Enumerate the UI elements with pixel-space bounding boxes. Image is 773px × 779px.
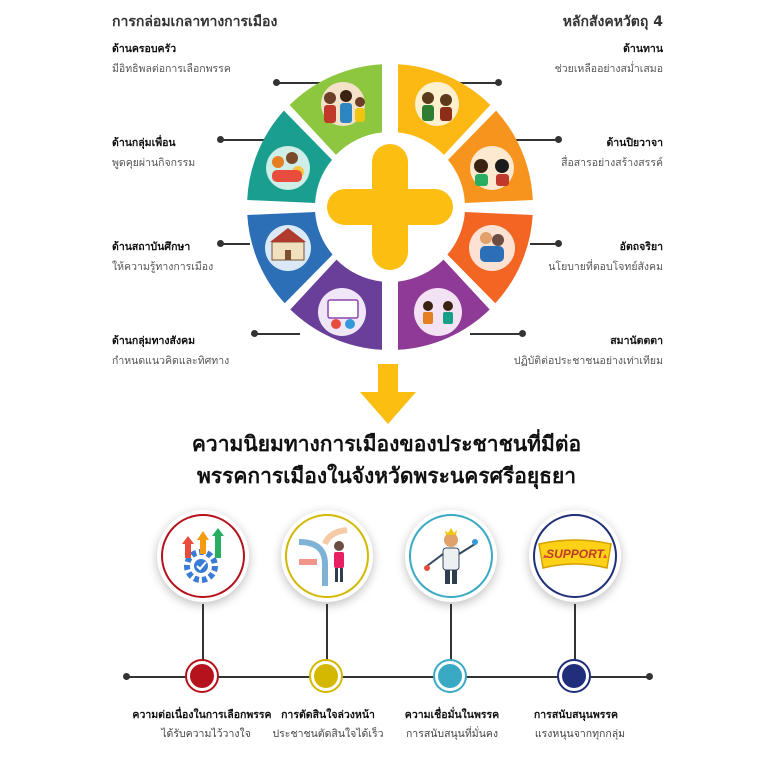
left-item-desc: กำหนดแนวคิดและทิศทาง [112,355,230,367]
confident-person-icon [419,524,483,588]
right-item-desc: ช่วยเหลืออย่างสม่ำเสมอ [554,63,663,75]
plus-icon [327,144,453,270]
right-item-dana [555,40,663,77]
left-item-title: ด้านกลุ่มทางสังคม [112,335,196,347]
right-item-title: สมานัตตตา [610,335,663,347]
growth-gear-icon [173,526,233,586]
left-item-education [112,238,213,275]
connector-dot [555,136,562,143]
right-item-desc: ปฏิบัติต่อประชาชนอย่างเท่าเทียม [513,355,663,367]
left-item-desc: มีอิทธิพลต่อการเลือกพรรค [112,63,231,75]
bottom-item-title: การสนับสนุนพรรค [533,709,619,721]
right-item-atthacariya [548,238,663,275]
timeline-connector [202,604,204,660]
left-item-social [112,332,229,369]
socialization-wheel [240,62,540,362]
decision-circle [281,510,373,602]
support-banner-icon [535,534,615,578]
right-item-title: ด้านทาน [623,43,663,55]
right-item-piyavaca [561,134,663,171]
left-item-title: ด้านกลุ่มเพื่อน [112,137,176,149]
bottom-item-desc: การสนับสนุนที่มั่นคง [405,728,499,740]
bottom-item-desc: ได้รับความไว้วางใจ [161,728,251,740]
crossroads-person-icon [295,524,359,588]
connector-dot [555,240,562,247]
timeline-node-decision [309,659,343,693]
support-circle [529,510,621,602]
left-item-desc: ให้ความรู้ทางการเมือง [112,261,214,273]
confidence-circle [405,510,497,602]
continuity-circle [157,510,249,602]
bottom-item-title: ความต่อเนื่องในการเลือกพรรค [132,709,272,721]
connector-dot [217,136,224,143]
timeline-node-support [557,659,591,693]
left-item-title: ด้านสถาบันศึกษา [112,241,191,253]
center-title-line2: พรรคการเมืองในจังหวัดพระนครศรีอยุธยา [196,464,577,488]
left-item-title: ด้านครอบครัว [112,43,177,55]
center-title [0,428,773,492]
timeline-node-confidence [433,659,467,693]
timeline-node-continuity [185,659,219,693]
right-item-title: อัตถจริยา [619,241,663,253]
center-title-line1: ความนิยมทางการเมืองของประชาชนที่มีต่อ [191,432,582,456]
bottom-item-desc: แรงหนุนจากทุกกลุ่ม [534,728,626,740]
right-item-desc: นโยบายที่ตอบโจทย์สังคม [548,261,663,273]
connector-dot [217,240,224,247]
bottom-item-title: ความเชื่อมั่นในพรรค [404,709,500,721]
left-item-friends [112,134,195,171]
timeline-end-dot [123,673,130,680]
support-badge-text: SUPPORT [546,547,604,561]
bottom-item-desc: ประชาชนตัดสินใจได้เร็ว [272,728,384,740]
timeline-connector [326,604,328,660]
right-item-title: ด้านปิยวาจา [606,137,663,149]
timeline-connector [450,604,452,660]
left-header: การกล่อมเกลาทางการเมือง [112,14,278,30]
down-arrow-icon [358,362,418,426]
timeline-end-dot [646,673,653,680]
right-header: หลักสังคหวัตถุ 4 [562,14,663,30]
timeline-connector [574,604,576,660]
left-item-desc: พูดคุยผ่านกิจกรรม [112,157,196,169]
right-item-desc: สื่อสารอย่างสร้างสรรค์ [561,157,663,169]
left-item-family [112,40,231,77]
bottom-item-title: การตัดสินใจล่วงหน้า [281,709,375,721]
